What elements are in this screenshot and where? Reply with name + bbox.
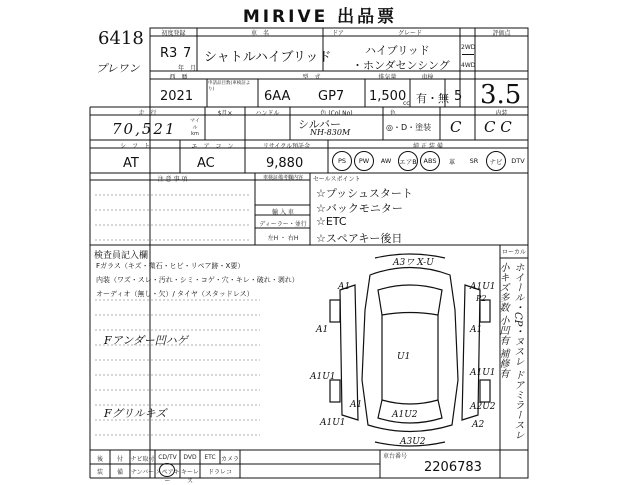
grade-line1: ハイブリッド xyxy=(365,44,430,57)
label-sales: セールスポイント xyxy=(313,176,361,183)
inspector-note2: Fグリルキズ xyxy=(104,407,167,420)
form-title: MIRIVE 出品票 xyxy=(242,7,398,27)
label-first-reg: 初度登録 xyxy=(161,30,186,37)
label-haikiryo: 排気量 xyxy=(378,74,397,81)
inspector-line1: Fガラス（キズ・微石・ヒビ・リペア跡・X要） xyxy=(96,262,245,270)
mark-a2u2: A2U2 xyxy=(470,402,496,412)
bottom-r2-c0: 装 xyxy=(96,469,103,476)
bottom-keyless: キーレス xyxy=(181,469,199,485)
cc-unit: cc xyxy=(403,100,410,107)
label-year: 年 xyxy=(178,65,185,72)
label-shift: シ フ ト xyxy=(119,143,150,150)
shift-value: AT xyxy=(123,156,139,171)
equip-aw: AW xyxy=(380,157,392,165)
label-handle: ハンドル xyxy=(255,110,280,117)
spare-key-circle xyxy=(159,463,175,477)
label-local: ローカル xyxy=(502,249,526,256)
drive-divider xyxy=(462,54,474,55)
bottom-dashcam: ドラレコ xyxy=(207,469,232,476)
drive-2wd: 2WD xyxy=(461,44,476,51)
label-score: 評価点 xyxy=(492,30,511,37)
label-junsei: 純 正 装 備 xyxy=(413,143,443,150)
label-yunyu: 輸 入 車 xyxy=(272,209,294,216)
bottom-navi: ナビ取付 xyxy=(130,456,155,463)
mark-a2: A2 xyxy=(472,420,485,430)
label-katashiki: 型 式 xyxy=(302,74,321,81)
label-interior: 内装 xyxy=(495,110,508,117)
bottom-r1-c0: 後 xyxy=(96,456,103,463)
mark-a1u1-a: A1U1 xyxy=(470,282,496,292)
displacement: 1,500 xyxy=(369,89,407,104)
mark-a3u2: A3U2 xyxy=(400,437,426,447)
bottom-r2-c1: 備 xyxy=(116,469,123,476)
mark-a3: A3ワ X-U xyxy=(393,258,434,268)
label-shaken: 車検 xyxy=(421,74,434,81)
bottom-spare-key: スペアキー xyxy=(155,469,180,485)
mark-p2: P2 xyxy=(476,294,487,303)
mark-u1: U1 xyxy=(397,352,411,362)
mileage-value: 70,521 xyxy=(112,120,177,138)
grade-line2: ・ホンダセンシング xyxy=(352,59,450,72)
lot-number: 6418 xyxy=(98,28,144,49)
first-reg-era: R3 xyxy=(160,46,178,61)
equip-ps: PS xyxy=(332,151,352,171)
label-color: 色 (Col.No) xyxy=(320,110,353,117)
interior-note: C C xyxy=(484,118,512,136)
color-number: NH-830M xyxy=(310,128,351,137)
lot-note: プレワン xyxy=(96,62,140,75)
label-dealer: ディーラー・並行 xyxy=(259,221,307,228)
year-value: 2021 xyxy=(160,89,194,104)
label-mileage: 走 行 xyxy=(138,110,157,117)
mark-a1-d: A1 xyxy=(350,400,363,410)
label-chassis: 車台番号 xyxy=(383,453,408,460)
label-shoken: 車検証備考欄内容 xyxy=(262,175,303,181)
label-ninsho: $月× xyxy=(217,110,233,117)
label-handle-side: 左H ・ 右H xyxy=(267,235,299,242)
color-mark: ◎・D・塗装 xyxy=(386,123,432,132)
mark-a1u1-d: A1U1 xyxy=(320,418,346,428)
sales-point-3: ☆ETC xyxy=(316,215,347,228)
equip-airbag: エアB xyxy=(398,151,418,171)
inspector-note1: Fアンダー凹ハゲ xyxy=(104,334,188,347)
mark-a1u1-b: A1U1 xyxy=(310,372,336,382)
label-grade: グレード xyxy=(397,30,422,37)
mark-a1u2: A1U2 xyxy=(392,410,418,420)
sales-point-4: ☆スペアキー後日 xyxy=(316,232,403,245)
equip-abs: ABS xyxy=(420,151,440,171)
bottom-camera: カメラ xyxy=(220,456,239,463)
bottom-cdtv: CD/TV xyxy=(158,454,177,461)
type-code: GP7 xyxy=(318,89,345,104)
label-door: ドア xyxy=(332,30,344,37)
sales-point-2: ☆バックモニター xyxy=(316,202,403,215)
mileage-unit: マイル km xyxy=(190,118,200,137)
inspector-line3: オーディオ（無し・欠）/ タイヤ（スタッドレス） xyxy=(96,290,254,298)
mark-a1-c: A1 xyxy=(470,325,483,335)
sales-point-1: ☆プッシュスタート xyxy=(316,187,413,200)
bottom-dvd: DVD xyxy=(183,454,197,461)
car-name-value: シャトルハイブリッド xyxy=(204,50,332,65)
label-kensa: 検査員記入欄 xyxy=(94,251,149,261)
bottom-r1-c1: 付 xyxy=(116,456,123,463)
first-reg-month: 7 xyxy=(183,46,192,61)
capacity: 5 xyxy=(454,89,463,104)
drive-4wd: 4WD xyxy=(461,62,476,69)
equip-navi: ナビ xyxy=(486,151,506,171)
label-month: 月 xyxy=(190,65,197,72)
aircon-value: AC xyxy=(197,156,215,171)
interior-score: C xyxy=(450,118,462,136)
label-aircon: エ ア コ ン xyxy=(191,143,234,150)
color-value: シルバー xyxy=(298,118,341,131)
score-value: 3.5 xyxy=(480,80,522,110)
inspector-line2: 内装（ワズ・スレ・汚れ・シミ・コゲ・穴・キレ・破れ・剥れ） xyxy=(96,276,299,284)
equip-sr: SR xyxy=(469,157,479,165)
mark-a1u1-c: A1U1 xyxy=(470,368,496,378)
right-column-notes: ホイール・CP・ヌスレ ドアミラースレ 小キズ多数 小凹有 補修有 xyxy=(497,262,523,440)
label-recycle: リサイクル預託金 xyxy=(262,143,311,150)
equip-dtv: DTV xyxy=(511,157,525,165)
mark-a1-b: A1 xyxy=(316,325,329,335)
mark-a1-a: A1 xyxy=(338,282,351,292)
equip-pw: PW xyxy=(354,151,374,171)
recycle-value: 9,880 xyxy=(266,156,304,171)
label-shoden: 申請品目数(車検証より) xyxy=(208,81,251,92)
inspection: 有・無 xyxy=(416,92,449,105)
label-seireki: 西 暦 xyxy=(169,74,188,81)
equip-leather: 革 xyxy=(448,157,456,166)
type-prefix: 6AA xyxy=(264,89,291,104)
bottom-number: ナンバー xyxy=(130,469,155,476)
label-car-name: 車 名 xyxy=(250,30,269,37)
label-color-coded: 色 xyxy=(389,110,396,117)
bottom-etc: ETC xyxy=(204,454,216,461)
label-chuui: 注 意 事 項 xyxy=(157,176,188,183)
chassis-number: 2206783 xyxy=(424,460,482,475)
